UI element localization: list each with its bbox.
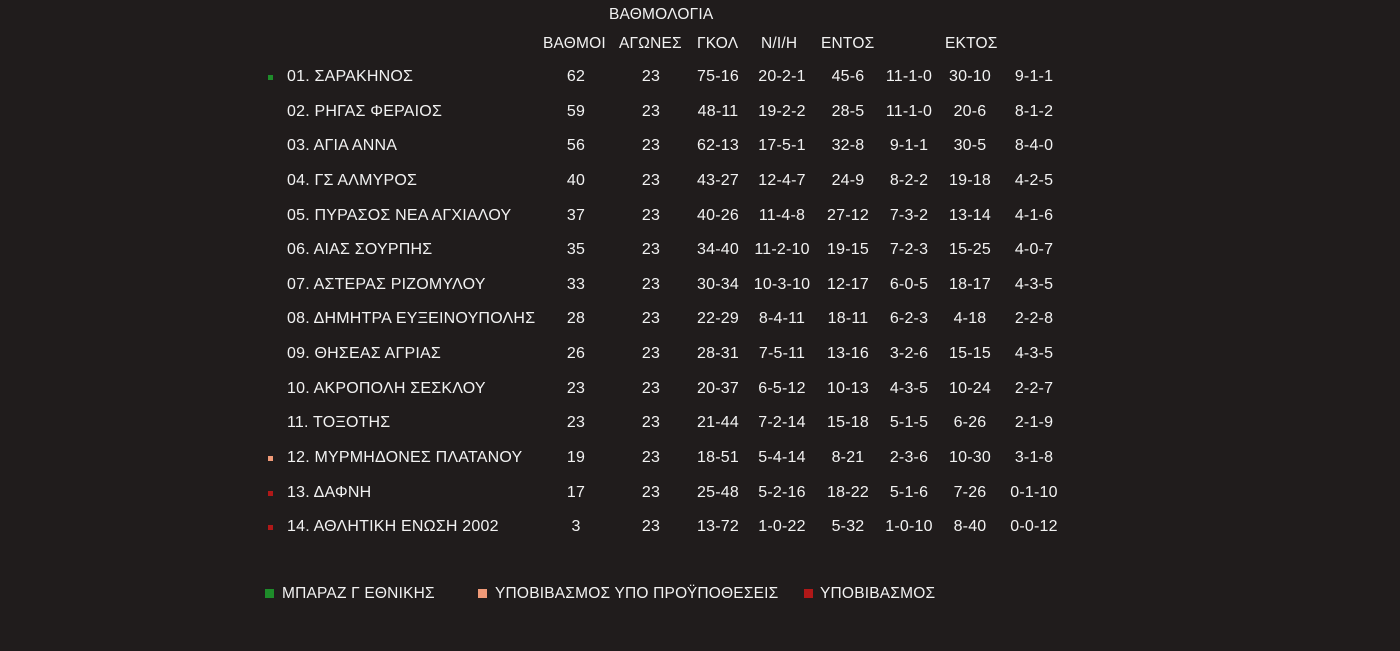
games-cell: 23 bbox=[641, 275, 661, 293]
goals-cell: 48-11 bbox=[697, 102, 739, 120]
goals-cell: 13-72 bbox=[697, 518, 739, 536]
home-wdl-cell: 11-1-0 bbox=[885, 68, 933, 85]
away-wdl-cell: 8-4-0 bbox=[1014, 137, 1054, 155]
header-wdl: Ν/Ι/Η bbox=[761, 35, 798, 52]
away-wdl-cell: 4-0-7 bbox=[1014, 241, 1054, 259]
points-cell: 56 bbox=[566, 137, 586, 155]
games-cell: 23 bbox=[641, 379, 661, 397]
goals-cell: 62-13 bbox=[697, 137, 739, 155]
goals-cell: 75-16 bbox=[697, 68, 739, 85]
wdl-cell: 6-5-12 bbox=[758, 379, 806, 397]
home-goals-cell: 24-9 bbox=[831, 171, 865, 189]
wdl-cell: 20-2-1 bbox=[758, 68, 806, 85]
table-row bbox=[0, 441, 1400, 476]
goals-cell: 28-31 bbox=[697, 345, 739, 363]
away-goals-cell: 15-25 bbox=[949, 241, 991, 259]
wdl-cell: 11-2-10 bbox=[754, 241, 810, 259]
team-name: 07. ΑΣΤΕΡΑΣ ΡΙΖΟΜΥΛΟΥ bbox=[287, 275, 486, 293]
home-goals-cell: 5-32 bbox=[831, 518, 865, 536]
points-cell: 40 bbox=[566, 171, 586, 189]
status-marker bbox=[268, 491, 273, 496]
goals-cell: 30-34 bbox=[697, 275, 739, 293]
team-name: 11. ΤΟΞΟΤΗΣ bbox=[287, 414, 391, 432]
table-row bbox=[0, 337, 1400, 372]
home-goals-cell: 8-21 bbox=[831, 449, 865, 467]
home-wdl-cell: 8-2-2 bbox=[889, 171, 929, 189]
wdl-cell: 7-5-11 bbox=[758, 345, 806, 363]
games-cell: 23 bbox=[641, 241, 661, 259]
table-row bbox=[0, 60, 1400, 95]
games-cell: 23 bbox=[641, 310, 661, 328]
away-goals-cell: 4-18 bbox=[953, 310, 987, 328]
team-name: 06. ΑΙΑΣ ΣΟΥΡΠΗΣ bbox=[287, 241, 433, 259]
games-cell: 23 bbox=[641, 518, 661, 536]
legend-promotion-label: ΜΠΑΡΑΖ Γ ΕΘΝΙΚΗΣ bbox=[282, 585, 435, 602]
points-cell: 23 bbox=[566, 379, 586, 397]
home-goals-cell: 15-18 bbox=[827, 414, 869, 432]
points-cell: 3 bbox=[571, 518, 581, 536]
home-wdl-cell: 1-0-10 bbox=[885, 518, 933, 536]
away-goals-cell: 6-26 bbox=[953, 414, 987, 432]
legend-conditional-label: ΥΠΟΒΙΒΑΣΜΟΣ ΥΠΟ ΠΡΟΫΠΟΘΕΣΕΙΣ bbox=[495, 585, 779, 602]
away-wdl-cell: 0-0-12 bbox=[1010, 518, 1058, 536]
home-wdl-cell: 6-2-3 bbox=[889, 310, 929, 328]
points-cell: 59 bbox=[566, 102, 586, 120]
home-wdl-cell: 5-1-5 bbox=[889, 414, 929, 432]
points-cell: 33 bbox=[566, 275, 586, 293]
goals-cell: 34-40 bbox=[697, 241, 739, 259]
games-cell: 23 bbox=[641, 171, 661, 189]
away-wdl-cell: 4-2-5 bbox=[1014, 171, 1054, 189]
away-goals-cell: 20-6 bbox=[953, 102, 987, 120]
header-home: ΕΝΤΟΣ bbox=[821, 35, 875, 52]
home-goals-cell: 27-12 bbox=[827, 206, 869, 224]
team-name: 01. ΣΑΡΑΚΗΝΟΣ bbox=[287, 68, 414, 85]
away-goals-cell: 10-30 bbox=[949, 449, 991, 467]
away-goals-cell: 30-10 bbox=[949, 68, 991, 85]
table-row bbox=[0, 476, 1400, 511]
home-goals-cell: 10-13 bbox=[827, 379, 869, 397]
table-row bbox=[0, 199, 1400, 234]
goals-cell: 40-26 bbox=[697, 206, 739, 224]
away-wdl-cell: 4-1-6 bbox=[1014, 206, 1054, 224]
legend-relegation-swatch bbox=[804, 589, 813, 598]
wdl-cell: 10-3-10 bbox=[753, 275, 811, 293]
home-wdl-cell: 3-2-6 bbox=[889, 345, 929, 363]
away-wdl-cell: 3-1-8 bbox=[1014, 449, 1054, 467]
home-wdl-cell: 5-1-6 bbox=[889, 483, 929, 501]
away-wdl-cell: 9-1-1 bbox=[1014, 68, 1054, 85]
games-cell: 23 bbox=[641, 449, 661, 467]
table-row bbox=[0, 268, 1400, 303]
team-name: 04. ΓΣ ΑΛΜΥΡΟΣ bbox=[287, 171, 418, 189]
away-wdl-cell: 4-3-5 bbox=[1014, 275, 1054, 293]
team-name: 09. ΘΗΣΕΑΣ ΑΓΡΙΑΣ bbox=[287, 345, 441, 363]
goals-cell: 18-51 bbox=[697, 449, 739, 467]
team-name: 12. ΜΥΡΜΗΔΟΝΕΣ ΠΛΑΤΑΝΟΥ bbox=[287, 449, 523, 467]
games-cell: 23 bbox=[641, 345, 661, 363]
team-name: 05. ΠΥΡΑΣΟΣ ΝΕΑ ΑΓΧΙΑΛΟΥ bbox=[287, 206, 512, 224]
legend-relegation-label: ΥΠΟΒΙΒΑΣΜΟΣ bbox=[820, 585, 936, 602]
wdl-cell: 8-4-11 bbox=[758, 310, 806, 328]
table-row bbox=[0, 510, 1400, 545]
home-wdl-cell: 2-3-6 bbox=[889, 449, 929, 467]
header-away: ΕΚΤΟΣ bbox=[945, 35, 998, 52]
team-name: 02. ΡΗΓΑΣ ΦΕΡΑΙΟΣ bbox=[287, 102, 443, 120]
home-goals-cell: 18-22 bbox=[827, 483, 869, 501]
home-goals-cell: 45-6 bbox=[831, 68, 865, 85]
points-cell: 19 bbox=[566, 449, 586, 467]
home-goals-cell: 13-16 bbox=[827, 345, 869, 363]
wdl-cell: 7-2-14 bbox=[758, 414, 806, 432]
goals-cell: 25-48 bbox=[697, 483, 739, 501]
games-cell: 23 bbox=[641, 206, 661, 224]
away-wdl-cell: 2-1-9 bbox=[1014, 414, 1054, 432]
home-wdl-cell: 9-1-1 bbox=[889, 137, 929, 155]
legend-conditional-swatch bbox=[478, 589, 487, 598]
goals-cell: 43-27 bbox=[697, 171, 739, 189]
status-marker bbox=[268, 525, 273, 530]
home-wdl-cell: 11-1-0 bbox=[885, 102, 933, 120]
table-row bbox=[0, 95, 1400, 130]
games-cell: 23 bbox=[641, 414, 661, 432]
team-name: 14. ΑΘΛΗΤΙΚΗ ΕΝΩΣΗ 2002 bbox=[287, 518, 499, 536]
home-goals-cell: 28-5 bbox=[831, 102, 865, 120]
away-goals-cell: 13-14 bbox=[949, 206, 991, 224]
table-row bbox=[0, 302, 1400, 337]
header-points: ΒΑΘΜΟΙ bbox=[543, 35, 606, 52]
games-cell: 23 bbox=[641, 483, 661, 501]
away-wdl-cell: 2-2-7 bbox=[1014, 379, 1054, 397]
home-goals-cell: 18-11 bbox=[827, 310, 869, 328]
home-wdl-cell: 7-2-3 bbox=[889, 241, 929, 259]
home-goals-cell: 12-17 bbox=[827, 275, 869, 293]
games-cell: 23 bbox=[641, 137, 661, 155]
away-wdl-cell: 0-1-10 bbox=[1010, 483, 1058, 501]
away-wdl-cell: 8-1-2 bbox=[1014, 102, 1054, 120]
games-cell: 23 bbox=[641, 68, 661, 85]
legend-promotion-swatch bbox=[265, 589, 274, 598]
team-name: 08. ΔΗΜΗΤΡΑ ΕΥΞΕΙΝΟΥΠΟΛΗΣ bbox=[287, 310, 536, 328]
team-name: 03. ΑΓΙΑ ΑΝΝΑ bbox=[287, 137, 398, 155]
table-row bbox=[0, 233, 1400, 268]
games-cell: 23 bbox=[641, 102, 661, 120]
points-cell: 26 bbox=[566, 345, 586, 363]
table-row bbox=[0, 164, 1400, 199]
home-wdl-cell: 4-3-5 bbox=[889, 379, 929, 397]
wdl-cell: 1-0-22 bbox=[758, 518, 806, 536]
home-goals-cell: 19-15 bbox=[827, 241, 869, 259]
wdl-cell: 11-4-8 bbox=[758, 206, 806, 224]
standings-title: ΒΑΘΜΟΛΟΓΙΑ bbox=[609, 6, 714, 23]
goals-cell: 21-44 bbox=[697, 414, 739, 432]
away-goals-cell: 8-40 bbox=[953, 518, 987, 536]
points-cell: 62 bbox=[566, 68, 586, 85]
away-goals-cell: 18-17 bbox=[949, 275, 991, 293]
table-row bbox=[0, 372, 1400, 407]
away-goals-cell: 7-26 bbox=[953, 483, 987, 501]
away-goals-cell: 15-15 bbox=[949, 345, 991, 363]
points-cell: 35 bbox=[566, 241, 586, 259]
away-goals-cell: 10-24 bbox=[949, 379, 991, 397]
table-row bbox=[0, 406, 1400, 441]
points-cell: 23 bbox=[566, 414, 586, 432]
away-wdl-cell: 4-3-5 bbox=[1014, 345, 1054, 363]
away-wdl-cell: 2-2-8 bbox=[1014, 310, 1054, 328]
home-wdl-cell: 6-0-5 bbox=[889, 275, 929, 293]
team-name: 10. ΑΚΡΟΠΟΛΗ ΣΕΣΚΛΟΥ bbox=[287, 379, 486, 397]
standings-table bbox=[0, 60, 1400, 545]
away-goals-cell: 19-18 bbox=[949, 171, 991, 189]
points-cell: 17 bbox=[566, 483, 586, 501]
status-marker bbox=[268, 75, 273, 80]
header-goals: ΓΚΟΛ bbox=[697, 35, 739, 52]
away-goals-cell: 30-5 bbox=[953, 137, 987, 155]
wdl-cell: 12-4-7 bbox=[758, 171, 806, 189]
header-games: ΑΓΩΝΕΣ bbox=[619, 35, 682, 52]
points-cell: 28 bbox=[566, 310, 586, 328]
wdl-cell: 5-4-14 bbox=[758, 449, 806, 467]
status-marker bbox=[268, 456, 273, 461]
wdl-cell: 5-2-16 bbox=[758, 483, 806, 501]
team-name: 13. ΔΑΦΝΗ bbox=[287, 483, 372, 501]
table-row bbox=[0, 129, 1400, 164]
points-cell: 37 bbox=[566, 206, 586, 224]
home-wdl-cell: 7-3-2 bbox=[889, 206, 929, 224]
home-goals-cell: 32-8 bbox=[831, 137, 865, 155]
goals-cell: 22-29 bbox=[697, 310, 739, 328]
goals-cell: 20-37 bbox=[697, 379, 739, 397]
wdl-cell: 17-5-1 bbox=[758, 137, 806, 155]
wdl-cell: 19-2-2 bbox=[758, 102, 806, 120]
